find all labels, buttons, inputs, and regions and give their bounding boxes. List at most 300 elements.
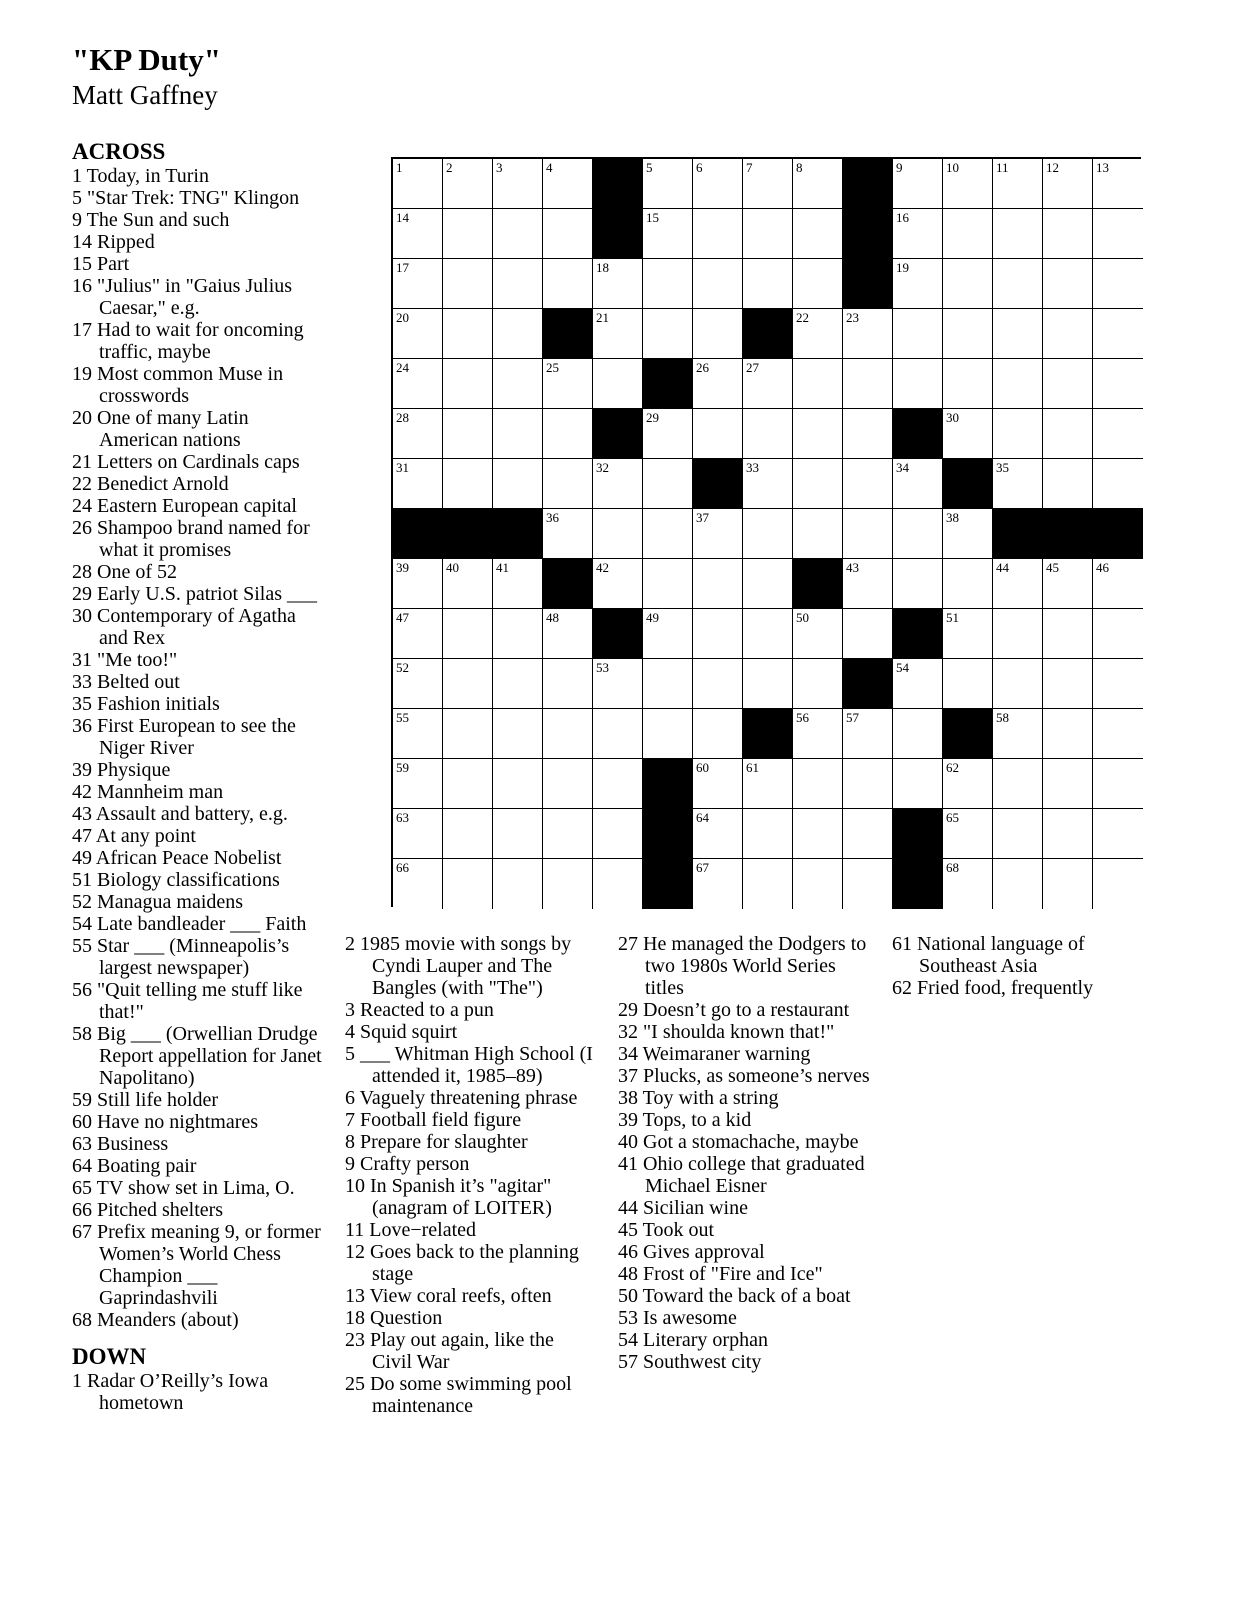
grid-cell[interactable] — [693, 259, 743, 309]
grid-cell[interactable] — [843, 859, 893, 909]
grid-cell[interactable] — [793, 259, 843, 309]
grid-cell[interactable] — [1043, 809, 1093, 859]
grid-cell[interactable] — [1093, 159, 1143, 209]
grid-cell[interactable] — [843, 359, 893, 409]
across-clue: 58 Big ___ (Orwellian Drudge Report appellation for Janet Napolitano) — [72, 1023, 322, 1089]
grid-cell[interactable] — [1043, 759, 1093, 809]
grid-cell[interactable] — [393, 459, 443, 509]
black-square — [743, 709, 793, 759]
grid-cell[interactable] — [643, 659, 693, 709]
grid-cell[interactable] — [893, 559, 943, 609]
grid-cell[interactable] — [543, 659, 593, 709]
across-clue: 28 One of 52 — [72, 561, 177, 583]
down-clue: 48 Frost of "Fire and Ice" — [618, 1263, 823, 1285]
grid-cell[interactable] — [693, 859, 743, 909]
grid-cell[interactable] — [843, 459, 893, 509]
black-square — [893, 859, 943, 909]
grid-cell[interactable] — [493, 609, 543, 659]
cell-number: 44 — [996, 560, 1009, 575]
black-square — [593, 609, 643, 659]
grid-cell[interactable] — [1043, 859, 1093, 909]
grid-cell[interactable] — [893, 509, 943, 559]
grid-cell[interactable] — [643, 559, 693, 609]
grid-cell[interactable] — [593, 309, 643, 359]
grid-cell[interactable] — [693, 809, 743, 859]
down-clue: 9 Crafty person — [345, 1153, 470, 1175]
grid-cell[interactable] — [393, 559, 443, 609]
grid-cell[interactable] — [743, 559, 793, 609]
across-clue: 20 One of many Latin American nations — [72, 407, 249, 451]
grid-cell[interactable] — [943, 309, 993, 359]
across-clue: 26 Shampoo brand named for what it promises — [72, 517, 310, 561]
cell-number: 25 — [546, 360, 559, 375]
grid-cell[interactable] — [1093, 309, 1143, 359]
grid-cell[interactable] — [1093, 609, 1143, 659]
grid-cell[interactable] — [993, 259, 1043, 309]
grid-cell[interactable] — [693, 509, 743, 559]
grid-cell[interactable] — [443, 759, 493, 809]
grid-cell[interactable] — [793, 759, 843, 809]
grid-cell[interactable] — [493, 359, 543, 409]
grid-cell[interactable] — [743, 409, 793, 459]
grid-cell[interactable] — [493, 209, 543, 259]
grid-cell[interactable] — [743, 859, 793, 909]
grid-cell[interactable] — [643, 309, 693, 359]
grid-cell[interactable] — [643, 259, 693, 309]
grid-cell[interactable] — [393, 759, 443, 809]
grid-cell[interactable] — [693, 559, 743, 609]
down-clue: 3 Reacted to a pun — [345, 999, 494, 1021]
down-clue: 62 Fried food, frequently — [892, 977, 1094, 999]
grid-cell[interactable] — [593, 809, 643, 859]
black-square — [793, 559, 843, 609]
grid-cell[interactable] — [943, 809, 993, 859]
grid-cell[interactable] — [1043, 659, 1093, 709]
black-square — [643, 359, 693, 409]
across-clue: 67 Prefix meaning 9, or former Women’s World Chess Champion ___ Gaprindashvili — [72, 1221, 321, 1309]
grid-cell[interactable] — [693, 609, 743, 659]
down-clue: 4 Squid squirt — [345, 1021, 458, 1043]
cell-number: 41 — [496, 560, 509, 575]
grid-cell[interactable] — [893, 209, 943, 259]
grid-cell[interactable] — [993, 309, 1043, 359]
cell-number: 5 — [646, 160, 653, 175]
across-clue: 15 Part — [72, 253, 130, 275]
black-square — [843, 659, 893, 709]
grid-cell[interactable] — [493, 859, 543, 909]
across-clue: 33 Belted out — [72, 671, 180, 693]
grid-cell[interactable] — [693, 309, 743, 359]
grid-cell[interactable] — [793, 609, 843, 659]
down-clue: 8 Prepare for slaughter — [345, 1131, 528, 1153]
grid-cell[interactable] — [1043, 209, 1093, 259]
grid-cell[interactable] — [493, 559, 543, 609]
grid-cell[interactable] — [543, 409, 593, 459]
grid-cell[interactable] — [593, 459, 643, 509]
across-clue: 19 Most common Muse in crosswords — [72, 363, 284, 407]
grid-cell[interactable] — [843, 309, 893, 359]
grid-cell[interactable] — [443, 859, 493, 909]
grid-cell[interactable] — [793, 159, 843, 209]
grid-cell[interactable] — [843, 609, 893, 659]
across-clue: 59 Still life holder — [72, 1089, 219, 1111]
grid-cell[interactable] — [443, 409, 493, 459]
grid-cell[interactable] — [543, 209, 593, 259]
grid-cell[interactable] — [793, 409, 843, 459]
grid-cell[interactable] — [1093, 559, 1143, 609]
grid-cell[interactable] — [893, 759, 943, 809]
black-square — [643, 759, 693, 809]
down-clue: 38 Toy with a string — [618, 1087, 779, 1109]
across-clue: 29 Early U.S. patriot Silas ___ — [72, 583, 317, 605]
across-clue: 49 African Peace Nobelist — [72, 847, 282, 869]
grid-cell[interactable] — [793, 209, 843, 259]
cell-number: 66 — [396, 860, 409, 875]
grid-cell[interactable] — [443, 659, 493, 709]
grid-cell[interactable] — [743, 359, 793, 409]
grid-cell[interactable] — [743, 509, 793, 559]
grid-cell[interactable] — [543, 359, 593, 409]
grid-cell[interactable] — [543, 459, 593, 509]
grid-cell[interactable] — [1093, 209, 1143, 259]
grid-cell[interactable] — [1043, 609, 1093, 659]
grid-cell[interactable] — [1043, 709, 1093, 759]
grid-cell[interactable] — [943, 859, 993, 909]
grid-cell[interactable] — [493, 159, 543, 209]
grid-cell[interactable] — [793, 359, 843, 409]
across-clue-list — [72, 165, 324, 1331]
down-clue: 54 Literary orphan — [618, 1329, 768, 1351]
grid-cell[interactable] — [443, 159, 493, 209]
across-clue: 56 "Quit telling me stuff like that!" — [72, 979, 303, 1023]
grid-cell[interactable] — [593, 359, 643, 409]
cell-number: 58 — [996, 710, 1009, 725]
grid-cell[interactable] — [993, 709, 1043, 759]
grid-cell[interactable] — [443, 309, 493, 359]
down-clue: 61 National language of Southeast Asia — [892, 933, 1085, 977]
cell-number: 64 — [696, 810, 709, 825]
grid-cell[interactable] — [1043, 559, 1093, 609]
grid-cell[interactable] — [393, 609, 443, 659]
grid-cell[interactable] — [893, 709, 943, 759]
grid-cell[interactable] — [543, 509, 593, 559]
grid-cell[interactable] — [393, 659, 443, 709]
grid-cell[interactable] — [993, 209, 1043, 259]
grid-cell[interactable] — [843, 509, 893, 559]
black-square — [593, 159, 643, 209]
grid-cell[interactable] — [793, 659, 843, 709]
grid-cell[interactable] — [1043, 309, 1093, 359]
grid-cell[interactable] — [993, 759, 1043, 809]
grid-cell[interactable] — [843, 709, 893, 759]
grid-cell[interactable] — [843, 759, 893, 809]
grid-cell[interactable] — [1043, 409, 1093, 459]
grid-cell[interactable] — [493, 759, 543, 809]
black-square — [993, 509, 1043, 559]
grid-cell[interactable] — [893, 359, 943, 409]
down-clue: 32 "I shoulda known that!" — [618, 1021, 835, 1043]
down-clue: 37 Plucks, as someone’s nerves — [618, 1065, 870, 1087]
grid-cell[interactable] — [393, 709, 443, 759]
down-clue: 34 Weimaraner warning — [618, 1043, 811, 1065]
grid-cell[interactable] — [1093, 859, 1143, 909]
across-clue: 14 Ripped — [72, 231, 155, 253]
grid-cell[interactable] — [943, 559, 993, 609]
down-clue: 53 Is awesome — [618, 1307, 737, 1329]
clue-column-1 — [72, 139, 324, 1414]
down-clue: 11 Love−related — [345, 1219, 477, 1241]
cell-number: 19 — [896, 260, 909, 275]
down-clue: 44 Sicilian wine — [618, 1197, 748, 1219]
grid-cell[interactable] — [493, 809, 543, 859]
grid-cell[interactable] — [993, 559, 1043, 609]
grid-cell[interactable] — [543, 159, 593, 209]
grid-cell[interactable] — [393, 159, 443, 209]
grid-cell[interactable] — [443, 709, 493, 759]
across-clue: 47 At any point — [72, 825, 196, 847]
cell-number: 45 — [1046, 560, 1059, 575]
grid-cell[interactable] — [943, 359, 993, 409]
grid-cell[interactable] — [543, 259, 593, 309]
grid-cell[interactable] — [743, 609, 793, 659]
grid-cell[interactable] — [993, 459, 1043, 509]
grid-cell[interactable] — [943, 259, 993, 309]
grid-cell[interactable] — [643, 209, 693, 259]
grid-cell[interactable] — [443, 209, 493, 259]
grid-cell[interactable] — [393, 259, 443, 309]
across-clue: 68 Meanders (about) — [72, 1309, 239, 1331]
across-clue: 52 Managua maidens — [72, 891, 244, 913]
cell-number: 48 — [546, 610, 559, 625]
grid-cell[interactable] — [543, 609, 593, 659]
black-square — [943, 459, 993, 509]
grid-cell[interactable] — [543, 809, 593, 859]
cell-number: 16 — [896, 210, 909, 225]
grid-cell[interactable] — [743, 259, 793, 309]
grid-cell[interactable] — [593, 509, 643, 559]
grid-cell[interactable] — [743, 459, 793, 509]
grid-cell[interactable] — [643, 159, 693, 209]
grid-cell[interactable] — [943, 159, 993, 209]
across-clue: 60 Have no nightmares — [72, 1111, 259, 1133]
grid-cell[interactable] — [943, 659, 993, 709]
grid-cell[interactable] — [993, 659, 1043, 709]
down-clue: 41 Ohio college that graduated Michael Eisner — [618, 1153, 865, 1197]
cell-number: 68 — [946, 860, 959, 875]
grid-cell[interactable] — [1043, 259, 1093, 309]
down-clue: 40 Got a stomachache, maybe — [618, 1131, 859, 1153]
grid-cell[interactable] — [1093, 659, 1143, 709]
down-clue: 50 Toward the back of a boat — [618, 1285, 851, 1307]
black-square — [893, 409, 943, 459]
cell-number: 43 — [846, 560, 859, 575]
grid-cell[interactable] — [493, 309, 543, 359]
grid-cell[interactable] — [643, 459, 693, 509]
grid-cell[interactable] — [843, 809, 893, 859]
cell-number: 23 — [846, 310, 859, 325]
down-clue: 10 In Spanish it’s "agitar" (anagram of LOITER) — [345, 1175, 552, 1219]
grid-cell[interactable] — [1043, 359, 1093, 409]
grid-cell[interactable] — [1093, 259, 1143, 309]
across-clue: 51 Biology classifications — [72, 869, 280, 891]
grid-cell[interactable] — [493, 459, 543, 509]
grid-cell[interactable] — [743, 659, 793, 709]
grid-cell[interactable] — [793, 509, 843, 559]
cell-number: 61 — [746, 760, 759, 775]
cell-number: 14 — [396, 210, 409, 225]
grid-cell[interactable] — [793, 309, 843, 359]
grid-cell[interactable] — [1043, 459, 1093, 509]
grid-cell[interactable] — [943, 209, 993, 259]
black-square — [843, 159, 893, 209]
grid-cell[interactable] — [393, 309, 443, 359]
cell-number: 8 — [796, 160, 803, 175]
cell-number: 37 — [696, 510, 709, 525]
grid-cell[interactable] — [393, 409, 443, 459]
down-clue: 6 Vaguely threatening phrase — [345, 1087, 578, 1109]
down-clue: 2 1985 movie with songs by Cyndi Lauper and The Bangles (with "The") — [345, 933, 572, 999]
grid-cell[interactable] — [443, 609, 493, 659]
grid-cell[interactable] — [443, 359, 493, 409]
cell-number: 33 — [746, 460, 759, 475]
grid-cell[interactable] — [443, 459, 493, 509]
grid-cell[interactable] — [1093, 759, 1143, 809]
grid-cell[interactable] — [393, 359, 443, 409]
cell-number: 42 — [596, 560, 609, 575]
grid-cell[interactable] — [993, 409, 1043, 459]
black-square — [643, 859, 693, 909]
grid-cell[interactable] — [443, 259, 493, 309]
grid-cell[interactable] — [693, 209, 743, 259]
down-clue: 25 Do some swimming pool maintenance — [345, 1373, 572, 1417]
black-square — [493, 509, 543, 559]
grid-cell[interactable] — [543, 759, 593, 809]
down-clue: 18 Question — [345, 1307, 443, 1329]
cell-number: 26 — [696, 360, 709, 375]
grid-cell[interactable] — [943, 759, 993, 809]
grid-cell[interactable] — [643, 609, 693, 659]
cell-number: 49 — [646, 610, 659, 625]
grid-cell[interactable] — [493, 709, 543, 759]
grid-cell[interactable] — [1093, 709, 1143, 759]
black-square — [943, 709, 993, 759]
down-clue: 29 Doesn’t go to a restaurant — [618, 999, 850, 1021]
grid-cell[interactable] — [843, 409, 893, 459]
across-clue: 35 Fashion initials — [72, 693, 220, 715]
cell-number: 67 — [696, 860, 709, 875]
grid-cell[interactable] — [393, 809, 443, 859]
grid-cell[interactable] — [693, 709, 743, 759]
grid-cell[interactable] — [693, 159, 743, 209]
cell-number: 10 — [946, 160, 959, 175]
across-clue: 22 Benedict Arnold — [72, 473, 229, 495]
grid-cell[interactable] — [593, 859, 643, 909]
grid-cell[interactable] — [993, 159, 1043, 209]
clue-column-2 — [345, 933, 595, 1417]
grid-cell[interactable] — [1093, 359, 1143, 409]
across-clue: 39 Physique — [72, 759, 171, 781]
grid-cell[interactable] — [793, 809, 843, 859]
grid-cell[interactable] — [693, 659, 743, 709]
grid-cell[interactable] — [993, 359, 1043, 409]
grid-cell[interactable] — [793, 709, 843, 759]
cell-number: 11 — [996, 160, 1009, 175]
grid-cell[interactable] — [743, 209, 793, 259]
grid-cell[interactable] — [693, 359, 743, 409]
grid-cell[interactable] — [493, 659, 543, 709]
grid-cell[interactable] — [743, 759, 793, 809]
grid-cell[interactable] — [543, 709, 593, 759]
grid-cell[interactable] — [893, 159, 943, 209]
grid-cell[interactable] — [843, 559, 893, 609]
across-clue: 66 Pitched shelters — [72, 1199, 224, 1221]
black-square — [843, 259, 893, 309]
grid-cell[interactable] — [643, 509, 693, 559]
grid-cell[interactable] — [393, 859, 443, 909]
grid-cell[interactable] — [593, 259, 643, 309]
grid-cell[interactable] — [393, 209, 443, 259]
grid-cell[interactable] — [993, 859, 1043, 909]
grid-cell[interactable] — [543, 859, 593, 909]
grid-cell[interactable] — [743, 159, 793, 209]
grid-cell[interactable] — [993, 609, 1043, 659]
cell-number: 59 — [396, 760, 409, 775]
grid-cell[interactable] — [893, 259, 943, 309]
cell-number: 20 — [396, 310, 409, 325]
grid-cell[interactable] — [593, 659, 643, 709]
cell-number: 62 — [946, 760, 959, 775]
across-clue: 54 Late bandleader ___ Faith — [72, 913, 307, 935]
across-clue: 31 "Me too!" — [72, 649, 178, 671]
grid-cell[interactable] — [643, 709, 693, 759]
cell-number: 52 — [396, 660, 409, 675]
grid-cell[interactable] — [793, 859, 843, 909]
cell-number: 3 — [496, 160, 503, 175]
grid-cell[interactable] — [693, 409, 743, 459]
down-clue: 27 He managed the Dodgers to two 1980s World Series titles — [618, 933, 867, 999]
across-clue: 55 Star ___ (Minneapolis’s largest newspaper) — [72, 935, 290, 979]
cell-number: 31 — [396, 460, 409, 475]
grid-cell[interactable] — [643, 409, 693, 459]
grid-cell[interactable] — [1093, 809, 1143, 859]
grid-cell[interactable] — [1093, 459, 1143, 509]
grid-cell[interactable] — [893, 309, 943, 359]
grid-cell[interactable] — [593, 709, 643, 759]
cell-number: 34 — [896, 460, 909, 475]
grid-cell[interactable] — [943, 609, 993, 659]
grid-cell[interactable] — [593, 759, 643, 809]
grid-cell[interactable] — [1093, 409, 1143, 459]
grid-cell[interactable] — [943, 409, 993, 459]
grid-cell[interactable] — [1043, 159, 1093, 209]
grid-cell[interactable] — [993, 809, 1043, 859]
cell-number: 28 — [396, 410, 409, 425]
grid-cell[interactable] — [693, 759, 743, 809]
cell-number: 57 — [846, 710, 859, 725]
grid-cell[interactable] — [943, 509, 993, 559]
grid-cell[interactable] — [793, 459, 843, 509]
grid-cell[interactable] — [893, 459, 943, 509]
grid-cell[interactable] — [593, 559, 643, 609]
cell-number: 2 — [446, 160, 453, 175]
grid-cell[interactable] — [493, 409, 543, 459]
grid-cell[interactable] — [443, 559, 493, 609]
grid-cell[interactable] — [743, 809, 793, 859]
grid-cell[interactable] — [893, 659, 943, 709]
clue-column-3 — [618, 933, 873, 1373]
grid-cell[interactable] — [443, 809, 493, 859]
grid-cell[interactable] — [493, 259, 543, 309]
